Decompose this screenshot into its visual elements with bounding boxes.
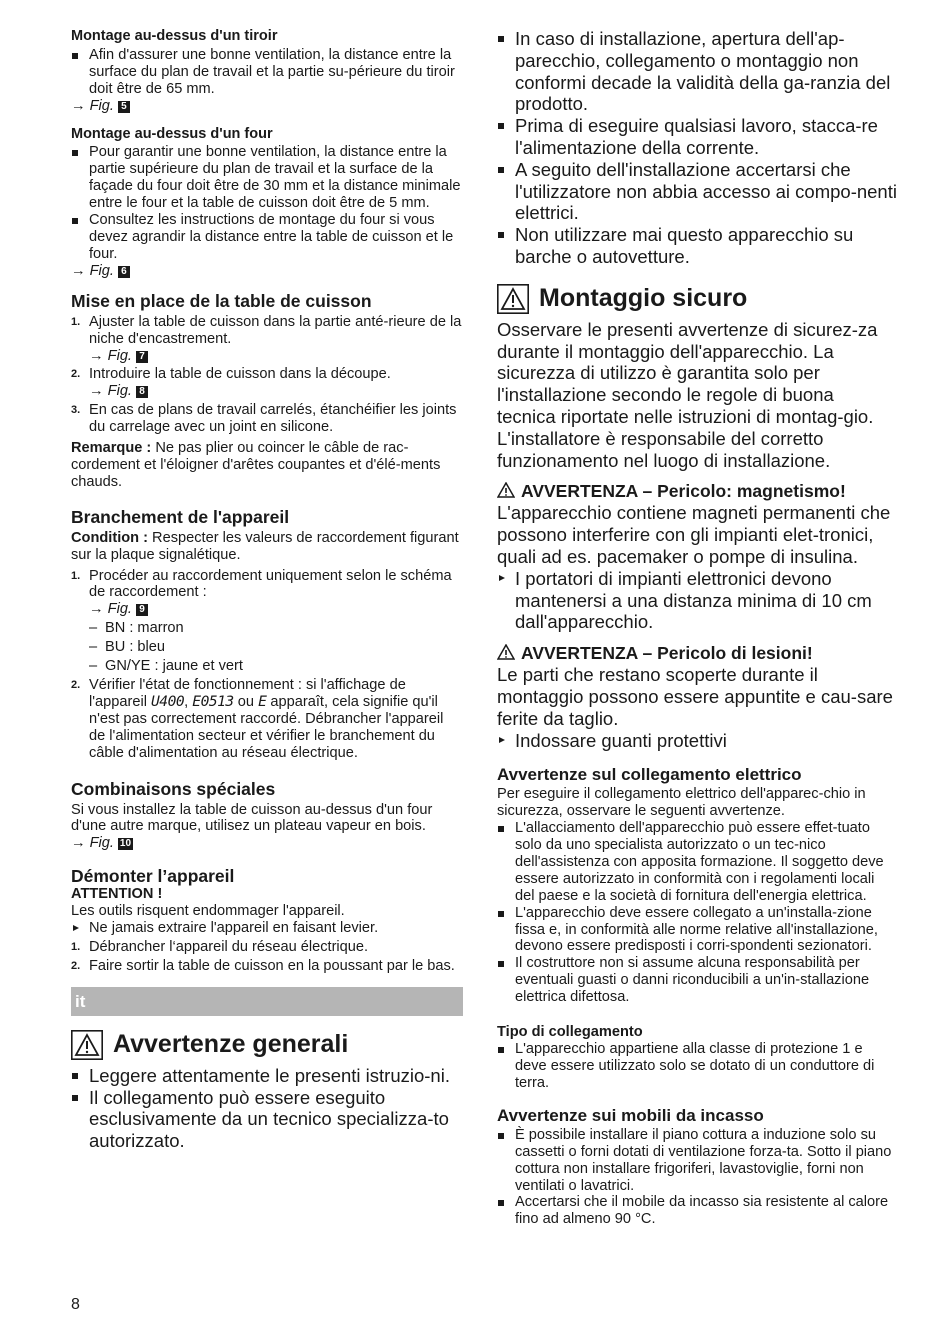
square-bullet-icon <box>498 911 504 917</box>
right-column <box>497 28 897 1228</box>
section-title-oven: Montage au-dessus d'un four <box>71 125 273 142</box>
numbered-list <box>71 314 463 436</box>
list-item: 2. Vérifier l'état de fonctionnement : si l'affichage de l'appareil U400, E0513 ou E apparaît, cela signifie qu'il n'est pas correctement raccordé. Débrancher l'appareil de l'alimentation secteur et vérifier le branchement du câble d'alimentation au réseau électrique. <box>71 677 444 761</box>
figure-number: 10 <box>119 838 132 850</box>
arrow-icon: → <box>89 601 104 618</box>
triangle-bullet-icon <box>73 925 79 931</box>
display-code: E0513 <box>192 692 234 710</box>
list-item: Ne jamais extraire l'appareil en faisant levier. <box>71 920 463 937</box>
connection-type <box>497 1041 897 1092</box>
paragraph: Le parti che restano scoperte durante il montaggio possono essere appuntite e cau-sare ferite da taglio. <box>497 664 893 729</box>
left-column <box>71 28 463 1152</box>
figure-number: 7 <box>136 351 148 363</box>
square-bullet-icon <box>72 53 78 59</box>
figure-ref: → Fig. 6 <box>71 263 463 280</box>
instruction-list <box>71 920 463 937</box>
square-bullet-icon <box>498 36 504 42</box>
square-bullet-icon <box>498 167 504 173</box>
list-item: L'allacciamento dell'apparecchio può essere effet-tuato solo da uno specialista autorizzato o un tec-nico dell'assistenza con apposita formazione. Il soggetto deve essere autorizzato in conformità con i regolamenti locali del paese e la società di fornitura dell'energia elettrica. <box>497 820 897 905</box>
list-item: Pour garantir une bonne ventilation, la distance entre la partie supérieure du plan de travail et la surface de la façade du four doit être de 30 mm et la distance minimale entre le four et la table de cuisson doit être de 5 mm. <box>71 144 463 212</box>
triangle-bullet-icon <box>499 575 505 581</box>
warning-magnetism-title: AVVERTENZA – Pericolo: magnetismo! <box>497 481 897 502</box>
numbered-list <box>71 568 463 762</box>
list-item: Prima di eseguire qualsiasi lavoro, stacca-re l'alimentazione della corrente. <box>497 115 897 159</box>
figure-ref: → Fig. 5 <box>71 98 463 115</box>
section-title-connection: Branchement de l'appareil <box>71 506 290 527</box>
section-title-electrical: Avvertenze sul collegamento elettrico <box>497 765 802 785</box>
list-item: Indossare guanti protettivi <box>497 730 897 752</box>
warning-triangle-icon <box>497 482 515 498</box>
figure-number: 8 <box>136 386 148 398</box>
furniture-warnings <box>497 1127 897 1228</box>
paragraph: Si vous installez la table de cuisson au-dessus d'un four d'une autre marque, utilisez un plateau vapeur en bois. <box>71 801 433 835</box>
bullet-list <box>71 1065 463 1152</box>
warning-triangle-icon <box>497 284 529 314</box>
list-item: Accertarsi che il mobile da incasso sia resistente al calore fino ad almeno 90 °C. <box>497 1194 897 1228</box>
square-bullet-icon <box>498 1200 504 1206</box>
attention-label: ATTENTION ! <box>71 886 163 903</box>
list-item: 1. Ajuster la table de cuisson dans la partie anté-rieure de la niche d'encastrement. → Fig. 7 <box>71 313 462 364</box>
instruction-list <box>497 568 897 633</box>
list-item: L'apparecchio deve essere collegato a un'installa-zione fissa e, in conformità alle norme relative all'installazione, devono essere predisposti i corri-spondenti sezionatori. <box>497 905 897 956</box>
list-item: – BN : marron <box>89 620 184 637</box>
list-item: I portatori di impianti elettronici devono mantenersi a una distanza minima di 10 cm dall'apparecchio. <box>497 568 897 633</box>
bullet-list <box>497 1041 897 1092</box>
section-title-drawer: Montage au-dessus d'un tiroir <box>71 28 278 44</box>
list-item: Leggere attentamente le presenti istruzio-ni. <box>71 1065 463 1087</box>
figure-number: 9 <box>136 604 148 616</box>
arrow-icon: → <box>89 383 104 400</box>
display-code: U400 <box>151 692 185 710</box>
list-item: Il collegamento può essere eseguito esclusivamente da un tecnico specializza-to autorizzato. <box>71 1087 463 1152</box>
list-item: 2. Faire sortir la table de cuisson en la poussant par le bas. <box>71 957 455 974</box>
square-bullet-icon <box>498 123 504 129</box>
list-item: 3. En cas de plans de travail carrelés, étanchéifier les joints du carrelage avec un joint en silicone. <box>71 402 457 436</box>
arrow-icon: → <box>89 347 104 364</box>
section-title-placement: Mise en place de la table de cuisson <box>71 290 372 311</box>
bullet-list <box>71 144 463 262</box>
remark: Remarque : Ne pas plier ou coincer le câble de rac-cordement et l'éloigner d'arêtes coupantes et d'élé-ments chauds. <box>71 440 441 490</box>
safe-mounting <box>497 319 897 752</box>
bullet-list <box>497 1127 897 1228</box>
display-code: E <box>258 692 267 710</box>
electrical-warnings <box>497 786 897 1006</box>
square-bullet-icon <box>72 1095 78 1101</box>
language-bar: it <box>71 987 463 1016</box>
list-item: Afin d'assurer une bonne ventilation, la distance entre la surface du plan de travail et la partie su-périeure du tiroir doit être de 65 mm. <box>71 47 463 98</box>
square-bullet-icon <box>72 1073 78 1079</box>
triangle-bullet-icon <box>499 737 505 743</box>
list-item: È possibile installare il piano cottura a induzione solo su cassetti o forni dotati di ventilazione forza-ta. Sotto il piano cottura non installare frigoriferi, lavastoviglie, forni non ventilati o lavatrici. <box>497 1127 897 1195</box>
square-bullet-icon <box>72 150 78 156</box>
square-bullet-icon <box>498 961 504 967</box>
figure-ref: → Fig. 10 <box>71 835 132 852</box>
list-item: A seguito dell'installazione accertarsi che l'utilizzatore non abbia accesso ai compo-nenti elettrici. <box>497 159 897 224</box>
list-item: Il costruttore non si assume alcuna responsabilità per eventuali guasti o danni riconducibili a un'in-stallazione elettrica difettosa. <box>497 955 897 1006</box>
list-item: 1. Procéder au raccordement uniquement selon le schéma de raccordement : → Fig. 9 – BN : marron – BU : bleu – GN/YE : jaune et vert <box>71 568 463 675</box>
list-item: 2. Introduire la table de cuisson dans la découpe. → Fig. 8 <box>71 366 391 400</box>
section-title-furniture: Avvertenze sui mobili da incasso <box>497 1105 764 1125</box>
page-number: 8 <box>71 1296 80 1313</box>
square-bullet-icon <box>498 1133 504 1139</box>
warning-injury-title: AVVERTENZA – Pericolo di lesioni! <box>497 643 897 664</box>
paragraph: Per eseguire il collegamento elettrico dell'apparec-chio in sicurezza, osservare le seguenti avvertenze. <box>497 786 866 820</box>
arrow-icon: → <box>71 835 86 852</box>
square-bullet-icon <box>72 218 78 224</box>
square-bullet-icon <box>498 232 504 238</box>
warning-triangle-icon <box>71 1030 103 1060</box>
paragraph: Les outils risquent endommager l'appareil. <box>71 903 345 920</box>
list-item: Non utilizzare mai questo apparecchio su barche o autovetture. <box>497 224 897 268</box>
condition: Condition : Respecter les valeurs de raccordement figurant sur la plaque signalétique. <box>71 529 459 563</box>
paragraph: Osservare le presenti avvertenze di sicurez-za durante il montaggio dell'apparecchio. La sicurezza di utilizzo è garantita solo per l'installazione secondo le regole di buona tecnica riportate nelle istruzioni di montag-gio. L'installatore è responsabile del corretto funzionamento nel luogo di installazione. <box>497 318 878 471</box>
list-item: Consultez les instructions de montage du four si vous devez agrandir la distance entre la table de cuisson et le four. <box>71 212 463 263</box>
paragraph: L'apparecchio contiene magneti permanenti che possono interferire con gli impianti elet-tronici, quali ad es. pacemaker o pompe di insulina. <box>497 502 891 567</box>
list-item: – GN/YE : jaune et vert <box>89 658 243 675</box>
numbered-list <box>71 939 463 975</box>
list-item: In caso di installazione, apertura dell'ap-parecchio, collegamento o montaggio non conformi decade la validità della ga-ranzia del prodotto. <box>497 28 897 115</box>
section-title-connection-type: Tipo di collegamento <box>497 1024 643 1041</box>
list-item: 1. Débrancher l‘appareil du réseau électrique. <box>71 938 369 955</box>
safe-mounting-heading: Montaggio sicuro <box>497 284 897 314</box>
figure-number: 5 <box>118 101 130 113</box>
warning-triangle-icon <box>497 644 515 660</box>
wire-color-list <box>89 620 463 675</box>
instruction-list <box>497 730 897 752</box>
section-title-combinations: Combinaisons spéciales <box>71 778 276 799</box>
arrow-icon: → <box>71 97 86 114</box>
top-warnings <box>497 28 897 268</box>
figure-number: 6 <box>118 266 130 278</box>
arrow-icon: → <box>71 262 86 279</box>
bullet-list <box>497 28 897 268</box>
bullet-list <box>497 820 897 1006</box>
bullet-list <box>71 47 463 98</box>
section-title-dismount: Démonter l’appareil <box>71 866 235 887</box>
list-item: – BU : bleu <box>89 639 166 656</box>
general-warnings-heading: Avvertenze generali <box>71 1030 463 1060</box>
list-item: L'apparecchio appartiene alla classe di protezione 1 e deve essere utilizzato solo se dotato di un conduttore di terra. <box>497 1041 897 1092</box>
square-bullet-icon <box>498 826 504 832</box>
square-bullet-icon <box>498 1047 504 1053</box>
general-warnings <box>71 1065 463 1152</box>
